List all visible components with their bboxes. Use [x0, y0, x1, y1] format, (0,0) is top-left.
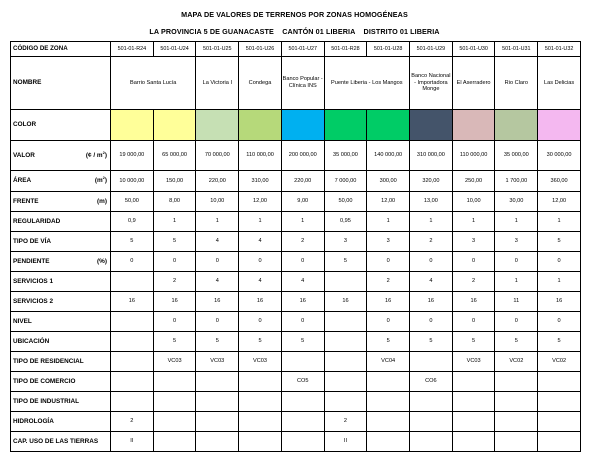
- row-label-industrial: TIPO DE INDUSTRIAL: [11, 392, 111, 412]
- zone-land_use: [495, 432, 538, 452]
- zone-regularity: 0,95: [324, 212, 367, 232]
- zone-services1: [324, 272, 367, 292]
- zone-hydrology: [367, 412, 410, 432]
- row-location: [11, 332, 581, 352]
- zone-value: 30 000,00: [538, 141, 581, 171]
- zone-road: 4: [239, 232, 282, 252]
- row-label-commerce: TIPO DE COMERCIO: [11, 372, 111, 392]
- zone-location: 5: [367, 332, 410, 352]
- zone-services2: 16: [153, 292, 196, 312]
- zone-name: La Victoria I: [196, 57, 239, 110]
- zone-slope: 5: [324, 252, 367, 272]
- zone-value: 310 000,00: [410, 141, 453, 171]
- row-label-value: VALOR (¢ / $m^2$): [11, 141, 111, 171]
- zone-slope: 0: [538, 252, 581, 272]
- unit-area: $(m^2)$: [94, 175, 107, 185]
- unit-slope: (%): [97, 257, 107, 265]
- zone-front: 12,00: [538, 192, 581, 212]
- zone-value: 110 000,00: [452, 141, 495, 171]
- zone-commerce: [153, 372, 196, 392]
- zone-slope: 0: [452, 252, 495, 272]
- zone-land_use: [367, 432, 410, 452]
- zone-services2: 16: [410, 292, 453, 312]
- zone-area: 1 700,00: [495, 171, 538, 192]
- zone-front: 10,00: [196, 192, 239, 212]
- zone-name: Banco Popular - Clínica INS: [281, 57, 324, 110]
- zone-color-swatch: [538, 110, 581, 141]
- zone-regularity: 1: [410, 212, 453, 232]
- zone-level: 0: [196, 312, 239, 332]
- zone-color-swatch: [410, 110, 453, 141]
- zone-road: 5: [111, 232, 154, 252]
- zone-code: 501-01-R24: [111, 42, 154, 57]
- row-name: [11, 57, 581, 110]
- zone-services2: 16: [281, 292, 324, 312]
- zone-slope: 0: [239, 252, 282, 272]
- zone-level: 0: [281, 312, 324, 332]
- zone-front: 12,00: [239, 192, 282, 212]
- zone-residential: VC03: [239, 352, 282, 372]
- zone-code: 501-01-U32: [538, 42, 581, 57]
- zone-industrial: [410, 392, 453, 412]
- zone-industrial: [153, 392, 196, 412]
- row-road: [11, 232, 581, 252]
- zone-commerce: [111, 372, 154, 392]
- zone-name: El Aserradero: [452, 57, 495, 110]
- zone-location: 5: [153, 332, 196, 352]
- zone-front: 10,00: [452, 192, 495, 212]
- zone-level: [111, 312, 154, 332]
- zone-hydrology: [153, 412, 196, 432]
- zone-commerce: CO5: [281, 372, 324, 392]
- zone-road: 3: [452, 232, 495, 252]
- unit-value: (¢ / $m^2$): [85, 149, 107, 159]
- zone-residential: VC03: [452, 352, 495, 372]
- row-regularity: [11, 212, 581, 232]
- row-label-regularity: REGULARIDAD: [11, 212, 111, 232]
- row-label-land_use: CAP. USO DE LAS TIERRAS: [11, 432, 111, 452]
- zone-color-swatch: [153, 110, 196, 141]
- row-label-location: UBICACIÓN: [11, 332, 111, 352]
- zone-color-swatch: [111, 110, 154, 141]
- zone-name: Puente Liberia - Los Mangos: [324, 57, 409, 110]
- zone-color-swatch: [367, 110, 410, 141]
- zone-land_use: [452, 432, 495, 452]
- zone-level: 0: [367, 312, 410, 332]
- zone-regularity: 1: [367, 212, 410, 232]
- zone-residential: VC03: [153, 352, 196, 372]
- zone-name: Condega: [239, 57, 282, 110]
- zone-slope: 0: [111, 252, 154, 272]
- zone-location: [111, 332, 154, 352]
- zone-location: 5: [239, 332, 282, 352]
- zone-services2: 16: [538, 292, 581, 312]
- zone-road: 4: [196, 232, 239, 252]
- zone-color-swatch: [281, 110, 324, 141]
- zone-road: 2: [281, 232, 324, 252]
- zone-land_use: [281, 432, 324, 452]
- zone-regularity: 0,9: [111, 212, 154, 232]
- zone-industrial: [239, 392, 282, 412]
- zone-residential: [410, 352, 453, 372]
- row-residential: [11, 352, 581, 372]
- row-label-hydrology: HIDROLOGÍA: [11, 412, 111, 432]
- zone-commerce: [538, 372, 581, 392]
- zone-name: Las Delicias: [538, 57, 581, 110]
- zone-industrial: [367, 392, 410, 412]
- zone-location: 5: [196, 332, 239, 352]
- zone-value: 19 000,00: [111, 141, 154, 171]
- zone-name: Barrio Santa Lucía: [111, 57, 196, 110]
- zone-area: 220,00: [281, 171, 324, 192]
- zone-commerce: [367, 372, 410, 392]
- zone-level: 0: [495, 312, 538, 332]
- row-label-name: NOMBRE: [11, 57, 111, 110]
- row-services1: [11, 272, 581, 292]
- zone-commerce: [495, 372, 538, 392]
- row-label-slope: PENDIENTE (%): [11, 252, 111, 272]
- zone-code: 501-01-U29: [410, 42, 453, 57]
- zone-road: 3: [495, 232, 538, 252]
- zone-area: 360,00: [538, 171, 581, 192]
- zone-services2: 16: [111, 292, 154, 312]
- zone-area: 250,00: [452, 171, 495, 192]
- zone-residential: VC02: [495, 352, 538, 372]
- zone-industrial: [111, 392, 154, 412]
- row-label-services2: SERVICIOS 2: [11, 292, 111, 312]
- zone-hydrology: [538, 412, 581, 432]
- zone-slope: 0: [153, 252, 196, 272]
- zone-area: 310,00: [239, 171, 282, 192]
- zone-slope: 0: [495, 252, 538, 272]
- zone-services2: 16: [239, 292, 282, 312]
- zone-land_use: [538, 432, 581, 452]
- zone-hydrology: [239, 412, 282, 432]
- zone-industrial: [452, 392, 495, 412]
- zone-front: 13,00: [410, 192, 453, 212]
- zone-level: [324, 312, 367, 332]
- zone-land_use: II: [324, 432, 367, 452]
- zone-value: 200 000,00: [281, 141, 324, 171]
- zone-services1: 2: [153, 272, 196, 292]
- zone-land_use: [196, 432, 239, 452]
- zone-regularity: 1: [495, 212, 538, 232]
- zone-services1: [111, 272, 154, 292]
- zone-industrial: [538, 392, 581, 412]
- zone-services1: 4: [410, 272, 453, 292]
- zone-code: 501-01-U28: [367, 42, 410, 57]
- zone-color-swatch: [452, 110, 495, 141]
- zone-services1: 1: [495, 272, 538, 292]
- zone-values-table: [10, 41, 581, 452]
- row-front: [11, 192, 581, 212]
- zone-code: 501-01-R28: [324, 42, 367, 57]
- zone-regularity: 1: [281, 212, 324, 232]
- zone-commerce: [452, 372, 495, 392]
- zone-code: 501-01-U25: [196, 42, 239, 57]
- row-level: [11, 312, 581, 332]
- zone-services1: 4: [281, 272, 324, 292]
- row-label-residential: TIPO DE RESIDENCIAL: [11, 352, 111, 372]
- row-area: [11, 171, 581, 192]
- zone-commerce: [324, 372, 367, 392]
- zone-front: 50,00: [111, 192, 154, 212]
- zone-hydrology: [495, 412, 538, 432]
- zone-level: 0: [239, 312, 282, 332]
- zone-services1: 4: [239, 272, 282, 292]
- zone-land_use: [410, 432, 453, 452]
- row-label-code: CÓDIGO DE ZONA: [11, 42, 111, 57]
- zone-value: 35 000,00: [495, 141, 538, 171]
- zone-services2: 16: [367, 292, 410, 312]
- zone-code: 501-01-U27: [281, 42, 324, 57]
- zone-front: 8,00: [153, 192, 196, 212]
- zone-commerce: [196, 372, 239, 392]
- zone-location: 5: [410, 332, 453, 352]
- zone-front: 50,00: [324, 192, 367, 212]
- zone-area: 10 000,00: [111, 171, 154, 192]
- zone-services1: 4: [196, 272, 239, 292]
- zone-name: Rio Claro: [495, 57, 538, 110]
- row-land_use: [11, 432, 581, 452]
- zone-road: 2: [410, 232, 453, 252]
- zone-name: Banco Nacional - Importadora Monge: [410, 57, 453, 110]
- zone-residential: [324, 352, 367, 372]
- zone-value: 70 000,00: [196, 141, 239, 171]
- sheet-subtitle: LA PROVINCIA 5 DE GUANACASTE CANTÓN 01 LIBERIA DISTRITO 01 LIBERIA: [149, 27, 440, 36]
- zone-residential: [111, 352, 154, 372]
- zone-residential: VC02: [538, 352, 581, 372]
- row-services2: [11, 292, 581, 312]
- zone-slope: 0: [410, 252, 453, 272]
- zone-industrial: [324, 392, 367, 412]
- row-label-area: ÁREA $(m^2)$: [11, 171, 111, 192]
- zone-hydrology: [410, 412, 453, 432]
- zone-land_use: [239, 432, 282, 452]
- zone-slope: 0: [281, 252, 324, 272]
- row-label-front: FRENTE (m): [11, 192, 111, 212]
- zone-hydrology: [452, 412, 495, 432]
- zone-services1: 2: [452, 272, 495, 292]
- row-slope: [11, 252, 581, 272]
- zone-location: [324, 332, 367, 352]
- zone-regularity: 1: [538, 212, 581, 232]
- zone-residential: VC04: [367, 352, 410, 372]
- zone-regularity: 1: [452, 212, 495, 232]
- row-color: [11, 110, 581, 141]
- zone-area: 300,00: [367, 171, 410, 192]
- row-label-services1: SERVICIOS 1: [11, 272, 111, 292]
- zone-code: 501-01-U30: [452, 42, 495, 57]
- zone-value: 35 000,00: [324, 141, 367, 171]
- row-code: [11, 42, 581, 57]
- zone-road: 5: [538, 232, 581, 252]
- zone-road: 3: [367, 232, 410, 252]
- zone-level: 0: [538, 312, 581, 332]
- zone-services2: 11: [495, 292, 538, 312]
- zone-front: 9,00: [281, 192, 324, 212]
- zone-location: 5: [538, 332, 581, 352]
- zone-area: 7 000,00: [324, 171, 367, 192]
- row-label-road: TIPO DE VÍA: [11, 232, 111, 252]
- zone-services1: 1: [538, 272, 581, 292]
- zone-hydrology: [196, 412, 239, 432]
- zone-industrial: [495, 392, 538, 412]
- row-value: [11, 141, 581, 171]
- zone-residential: VC03: [196, 352, 239, 372]
- row-industrial: [11, 392, 581, 412]
- zone-code: 501-01-U26: [239, 42, 282, 57]
- zone-commerce: [239, 372, 282, 392]
- zone-value: 140 000,00: [367, 141, 410, 171]
- zone-code: 501-01-U31: [495, 42, 538, 57]
- zone-industrial: [281, 392, 324, 412]
- zone-road: 5: [153, 232, 196, 252]
- sheet-title: MAPA DE VALORES DE TERRENOS POR ZONAS HOMOGÉNEAS: [181, 10, 408, 19]
- zone-location: 5: [281, 332, 324, 352]
- zone-location: 5: [495, 332, 538, 352]
- row-commerce: [11, 372, 581, 392]
- zone-value: 65 000,00: [153, 141, 196, 171]
- zone-location: 5: [452, 332, 495, 352]
- zone-services2: 16: [324, 292, 367, 312]
- zone-hydrology: 2: [111, 412, 154, 432]
- zone-hydrology: 2: [324, 412, 367, 432]
- zone-value: 110 000,00: [239, 141, 282, 171]
- zone-services1: 2: [367, 272, 410, 292]
- row-label-color: COLOR: [11, 110, 111, 141]
- zone-front: 30,00: [495, 192, 538, 212]
- zone-services2: 16: [452, 292, 495, 312]
- row-label-level: NIVEL: [11, 312, 111, 332]
- zone-area: 220,00: [196, 171, 239, 192]
- unit-front: (m): [97, 197, 107, 205]
- zone-color-swatch: [324, 110, 367, 141]
- row-hydrology: [11, 412, 581, 432]
- zone-area: 320,00: [410, 171, 453, 192]
- zone-services2: 16: [196, 292, 239, 312]
- zone-hydrology: [281, 412, 324, 432]
- zone-level: 0: [410, 312, 453, 332]
- zone-area: 150,00: [153, 171, 196, 192]
- zone-color-swatch: [239, 110, 282, 141]
- zone-regularity: 1: [196, 212, 239, 232]
- zone-slope: 0: [196, 252, 239, 272]
- zone-land_use: [153, 432, 196, 452]
- zone-level: 0: [153, 312, 196, 332]
- zone-color-swatch: [495, 110, 538, 141]
- zone-color-swatch: [196, 110, 239, 141]
- zone-residential: [281, 352, 324, 372]
- zone-road: 3: [324, 232, 367, 252]
- zone-regularity: 1: [153, 212, 196, 232]
- zone-code: 501-01-U24: [153, 42, 196, 57]
- zone-commerce: CO6: [410, 372, 453, 392]
- zone-slope: 0: [367, 252, 410, 272]
- zone-level: 0: [452, 312, 495, 332]
- zone-industrial: [196, 392, 239, 412]
- zone-front: 12,00: [367, 192, 410, 212]
- zone-land_use: II: [111, 432, 154, 452]
- zone-regularity: 1: [239, 212, 282, 232]
